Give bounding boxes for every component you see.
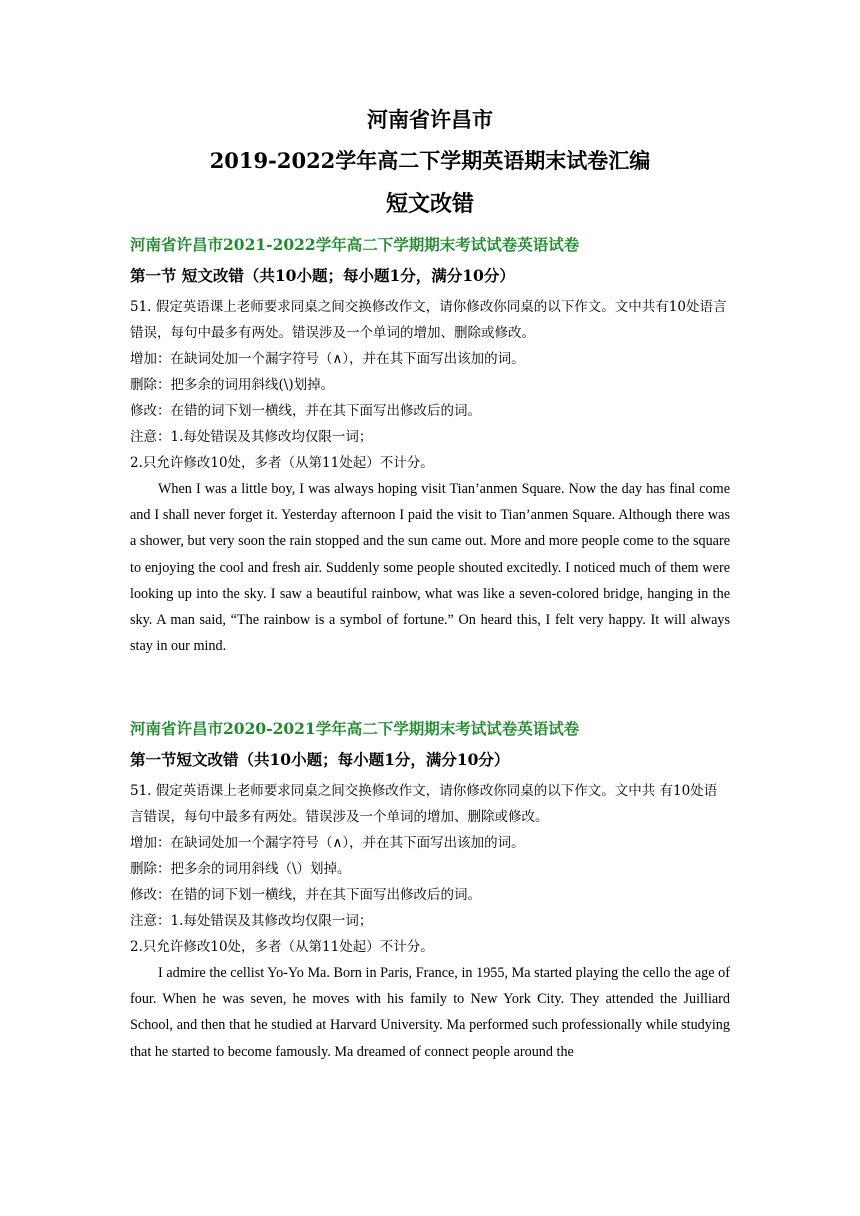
instruction-intro: 51. 假定英语课上老师要求同桌之间交换修改作文，请你修改你同桌的以下作文。文中共 有10处语言错误，每句中最多有两处。错误涉及一个单词的增加、删除或修改。 [130,783,718,825]
section-heading: 河南省许昌市2020-2021学年高二下学期期末考试试卷英语试卷 [130,719,580,738]
passage-text: I admire the cellist Yo-Yo Ma. Born in Paris, France, in 1955, Ma started playing the cello the age of four. When he was seven, he moves with his family to New York City. They attended the Juilliard School, and then that he studied at Harvard University. Ma performed such professionally while studying that he started to become famously. Ma dreamed of connect people around the [130,965,730,1060]
document-title-topic: 短文改错 [385,191,474,217]
part-heading: 第一节 短文改错（共10小题；每小题1分，满分10分） [130,266,515,285]
document-title-years: 2019-2022学年高二下学期英语期末试卷汇编 [209,148,651,173]
instruction-note-2: 2.只允许修改10处，多者（从第11处起）不计分。 [130,939,434,955]
instruction-add: 增加：在缺词处加一个漏字符号（∧），并在其下面写出该加的词。 [130,351,525,367]
passage-text: When I was a little boy, I was always hoping visit Tian’anmen Square. Now the day has final come and I shall never forget it. Yesterday afternoon I paid the visit to Tian’anmen Square. Although there was a shower, but very soon the rain stopped and the sun came out. More and more people come to the square to enjoying the cool and fresh air. Suddenly some people shouted excitedly. I noticed much of them were looking up into the sky. I saw a beautiful rainbow, what was like a seven-colored bridge, hanging in the sky. A man said, “The rainbow is a symbol of fortune.” On heard this, I felt very happy. It will always stay in our mind. [130,481,730,655]
instruction-add: 增加：在缺词处加一个漏字符号（∧），并在其下面写出该加的词。 [130,835,525,851]
document-title-region: 河南省许昌市 [367,107,493,132]
exam-section-2021-2022 [130,232,730,659]
instruction-intro: 51. 假定英语课上老师要求同桌之间交换修改作文，请你修改你同桌的以下作文。文中共有10处语言错误，每句中最多有两处。错误涉及一个单词的增加、删除或修改。 [130,299,727,341]
instruction-note-2: 2.只允许修改10处，多者（从第11处起）不计分。 [130,455,434,471]
instruction-note-1: 注意：1.每处错误及其修改均仅限一词； [130,429,373,445]
exam-section-2020-2021 [130,716,730,1065]
instruction-note-1: 注意：1.每处错误及其修改均仅限一词； [130,913,373,929]
part-heading: 第一节短文改错（共10小题；每小题1分，满分10分） [130,750,510,769]
instruction-modify: 修改：在错的词下划一横线，并在其下面写出修改后的词。 [130,887,481,903]
instruction-delete: 删除：把多余的词用斜线（\）划掉。 [130,861,351,877]
instruction-delete: 删除：把多余的词用斜线(\)划掉。 [130,377,335,393]
section-heading: 河南省许昌市2021-2022学年高二下学期期末考试试卷英语试卷 [130,235,580,254]
instruction-modify: 修改：在错的词下划一横线，并在其下面写出修改后的词。 [130,403,481,419]
